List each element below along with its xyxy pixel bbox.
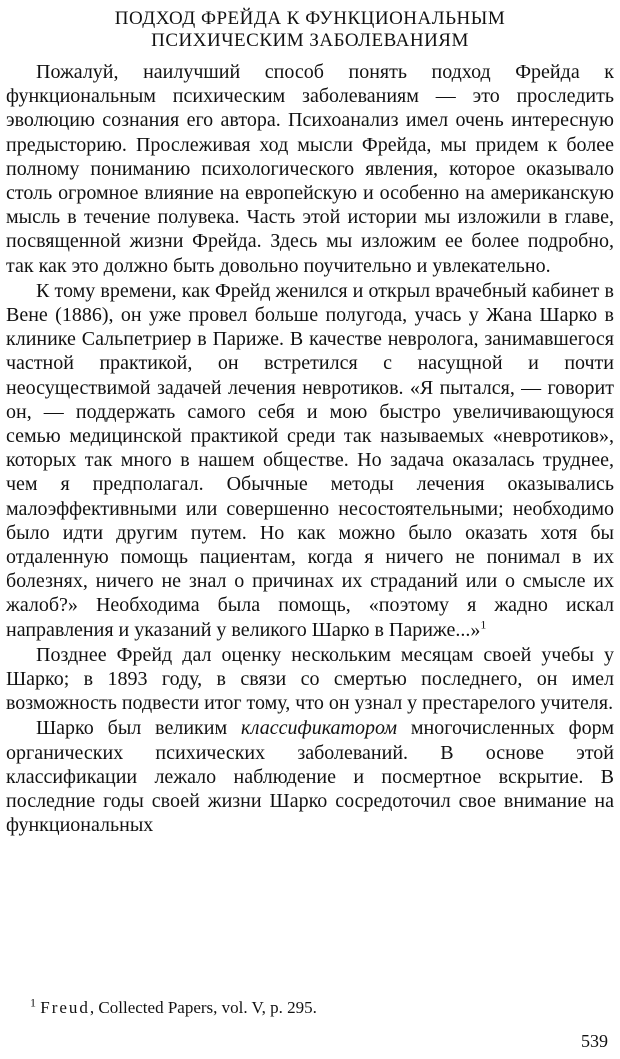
paragraph-4-start: Шарко был великим <box>36 717 242 740</box>
paragraph-1: Пожалуй, наилучший способ понять подход Фрейда к функциональным психическим заболеваниям — это проследить эволюцию сознания его автора. Психоанализ имел очень интересную предысторию. Прослеживая ход мысли Фрейда, мы придем к более полному пониманию психологического явления, которое оказывало столь огромное влияние на европейскую и особенно на американскую мысль в течение полувека. Часть этой истории мы изложили в главе, посвященной жизни Фрейда. Здесь мы изложим ее более подробно, так как это должно быть довольно поучительно и увлекательно. <box>6 61 614 277</box>
footnote-text: , Collected Papers, vol. V, p. 295. <box>89 998 317 1017</box>
footnote-mark: 1 <box>30 995 36 1010</box>
section-heading <box>10 8 610 52</box>
paragraph-2-text: К тому времени, как Фрейд женился и открыл врачебный кабинет в Вене (1886), он уже провел больше полугода, учась у Жана Шарко в клинике Сальпетриер в Париже. В качестве невролога, занимавшегося частной практикой, он встретился с насущной и почти неосуществимой задачей лечения невротиков. «Я пытался, — говорит он, — поддержать самого себя и мою быстро увеличивающуюся семью медицинской практикой среди так называемых «невротиков», которых так много в нашем обществе. Но задача оказалась труднее, чем я предполагал. Обычные методы лечения оказывались малоэффективными или совершенно несостоятельными; необходимо было идти другим путем. Но как можно было оказать хотя бы отдаленную помощь пациентам, когда я ничего не понимал в их болезнях, ничего не знал о причинах их страданий или о смысле их жалоб?» Необходима была помощь, «поэтому я жадно искал направления и указаний у великого Шарко в Париже...» <box>6 279 614 641</box>
footnote-author: Freud <box>40 998 90 1017</box>
paragraph-4-italic: классификатором <box>241 717 397 740</box>
footnote-reference: 1 <box>480 617 487 632</box>
body-text <box>6 60 614 838</box>
heading-line-1: ПОДХОД ФРЕЙДА К ФУНКЦИОНАЛЬНЫМ <box>114 8 506 29</box>
heading-line-2: ПСИХИЧЕСКИМ ЗАБОЛЕВАНИЯМ <box>151 30 469 51</box>
paragraph-4 <box>6 716 614 837</box>
paragraph-3: Позднее Фрейд дал оценку нескольким месяцам своей учебы у Шарко; в 1893 году, в связи со смертью последнего, он имел возможность подвести итог тому, что он узнал у престарелого учителя. <box>6 643 614 715</box>
paragraph-2 <box>6 279 614 642</box>
footnote <box>30 995 610 1018</box>
page-number: 539 <box>581 1031 608 1051</box>
paragraph-4-end: многочисленных форм органических психических заболеваний. В основе этой классификации лежало наблюдение и посмертное вскрытие. В последние годы своей жизни Шарко сосредоточил свое внимание на функциональных <box>6 717 614 837</box>
